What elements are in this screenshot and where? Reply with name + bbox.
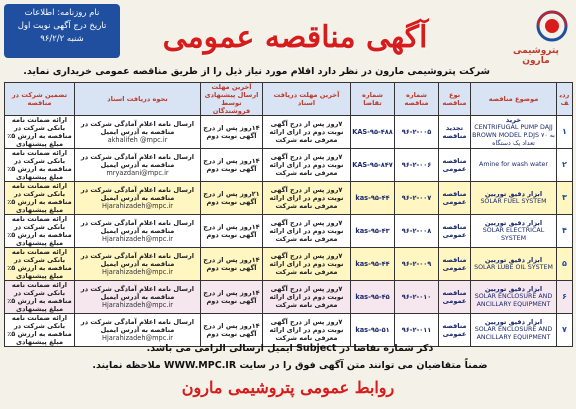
row-subject (471, 248, 557, 281)
row-subject-en: CENTRIFUGAL PUMP DAJJ BROWN MODEL P.DJS ۷۰ به تعداد یک دستگاه (472, 124, 555, 147)
row-idx: ۲ (557, 149, 573, 182)
row-idx: ۶ (557, 281, 573, 314)
row-submit: ۱۴روز پس از درج آگهی نوبت دوم (201, 149, 263, 182)
col-header-type: نوع مناقصه (439, 83, 471, 116)
table-row (5, 182, 573, 215)
row-request: kas-۹۵-۴۴ (351, 182, 395, 215)
row-deadline: ۷روز پس از درج آگهی نوبت دوم در ازای ارائه معرفی نامه شرکت (263, 149, 351, 182)
table-row (5, 116, 573, 149)
row-subject-fa: ابزار دقیق توربین (484, 318, 543, 326)
table-row (5, 248, 573, 281)
row-deadline: ۷روز پس از درج آگهی نوبت دوم در ازای ارائه معرفی نامه شرکت (263, 248, 351, 281)
row-email-link[interactable]: Hjarahizadeh@mpc.ir (102, 301, 173, 309)
row-type: مناقصه عمومی (439, 314, 471, 347)
row-guarantee: ارائه ضمانت نامه بانکی شرکت در مناقصه به ارزش ۵٪ مبلغ پیشنهادی (5, 149, 75, 182)
col-header-deadline: آخرین مهلت دریافت اسناد (263, 83, 351, 116)
row-receive-text: ارسال نامه اعلام آمادگی شرکت در مناقصه به آدرس ایمیل (80, 252, 195, 268)
row-number: ۹۶-۲-۰۰۶ (395, 149, 439, 182)
table-row (5, 281, 573, 314)
row-number: ۹۶-۲-۰۰۹ (395, 248, 439, 281)
tender-table (4, 82, 573, 347)
row-subject (471, 149, 557, 182)
col-header-subject: موضوع مناقصه (471, 83, 557, 116)
row-subject (471, 116, 557, 149)
row-submit: ۱۴روز پس از درج آگهی نوبت دوم (201, 116, 263, 149)
row-email-link[interactable]: akhalifeh @mpc.ir (107, 136, 168, 144)
subject-note: ذکر شماره تقاضا در Subject ایمیل ارسالی الزامی می باشد. (146, 343, 434, 354)
row-receive (75, 116, 201, 149)
first-publish-label: تاریخ درج آگهی نوبت اول (17, 21, 107, 31)
col-header-guarantee: تضمین شرکت در مناقصه (5, 83, 75, 116)
row-request: kas-۹۵-۴۴ (351, 248, 395, 281)
row-guarantee: ارائه ضمانت نامه بانکی شرکت در مناقصه به ارزش ۵٪ مبلغ پیشنهادی (5, 215, 75, 248)
row-subject-fa: ابزار دقیق توربین (484, 219, 543, 227)
col-header-receive: نحوه دریافت اسناد (75, 83, 201, 116)
col-header-submit: آخرین مهلت ارسال پیشنهادی توسط فروشندگان (201, 83, 263, 116)
table-header-row (5, 83, 573, 116)
row-guarantee: ارائه ضمانت نامه بانکی شرکت در مناقصه به ارزش ۵٪ مبلغ پیشنهادی (5, 281, 75, 314)
logo-text: پتروشیمی مارون (513, 46, 559, 66)
row-idx: ۴ (557, 215, 573, 248)
website-note: ضمناً متقاضیان می توانند متن آگهی فوق را در سایت WWW.MPC.IR ملاحظه نمایند. (92, 360, 488, 371)
row-email-link[interactable]: Hjarahizadeh@mpc.ir (102, 334, 173, 342)
row-type: مناقصه عمومی (439, 281, 471, 314)
row-idx: ۷ (557, 314, 573, 347)
row-number: ۹۶-۲-۰۰۷ (395, 182, 439, 215)
row-type: مناقصه عمومی (439, 215, 471, 248)
row-email-link[interactable]: Hjarahizadeh@mpc.ir (102, 202, 173, 210)
row-deadline: ۷روز پس از درج آگهی نوبت دوم در ازای ارائه معرفی نامه شرکت (263, 281, 351, 314)
row-subject-en: SOLAR LUBE OIL SYSTEM (474, 264, 553, 271)
newspaper-info-box (4, 4, 120, 58)
newspaper-name: نام روزنامه: اطلاعات (24, 8, 100, 18)
row-subject-en: SOLAR ENCLOSURE AND ANCILLARY EQUIPMENT (474, 326, 553, 341)
row-receive-text: ارسال نامه اعلام آمادگی شرکت در مناقصه به آدرس ایمیل (80, 120, 195, 136)
row-subject-en: Amine for wash water (479, 161, 548, 168)
row-email-link[interactable]: Hjarahizadeh@mpc.ir (102, 268, 173, 276)
col-header-idx: ردیف (557, 83, 573, 116)
row-receive (75, 215, 201, 248)
intro-text: شرکت پتروشیمی مارون در نظر دارد اقلام مورد نیاز ذیل را از طریق مناقصه عمومی خریداری نماید. (23, 66, 490, 77)
row-receive-text: ارسال نامه اعلام آمادگی شرکت در مناقصه به آدرس ایمیل (80, 153, 195, 169)
row-number: ۹۶-۲-۰۰۵ (395, 116, 439, 149)
row-guarantee: ارائه ضمانت نامه بانکی شرکت در مناقصه به ارزش ۵٪ مبلغ پیشنهادی (5, 248, 75, 281)
row-receive (75, 281, 201, 314)
row-guarantee: ارائه ضمانت نامه بانکی شرکت در مناقصه به ارزش ۵٪ مبلغ پیشنهادی (5, 182, 75, 215)
page-title: آگهی مناقصه عمومی (162, 20, 428, 55)
row-request: KAS-۹۵-۸۴۷ (351, 149, 395, 182)
row-subject-fa: ابزار دقیق توربین (484, 256, 543, 264)
row-receive-text: ارسال نامه اعلام آمادگی شرکت در مناقصه به آدرس ایمیل (80, 318, 195, 334)
row-deadline: ۷روز پس از درج آگهی نوبت دوم در ازای ارائه معرفی نامه شرکت (263, 116, 351, 149)
row-receive-text: ارسال نامه اعلام آمادگی شرکت در مناقصه به آدرس ایمیل (80, 285, 195, 301)
row-request: kas-۹۵-۵۱ (351, 314, 395, 347)
row-type: مناقصه عمومی (439, 149, 471, 182)
row-email-link[interactable]: Hjarahizadeh@mpc.ir (102, 235, 173, 243)
row-guarantee: ارائه ضمانت نامه بانکی شرکت در مناقصه به ارزش ۵٪ مبلغ پیشنهادی (5, 116, 75, 149)
row-deadline: ۷روز پس از درج آگهی نوبت دوم در ازای ارائه معرفی نامه شرکت (263, 215, 351, 248)
row-subject-en: SOLAR ENCLOSURE AND ANCILLARY EQUIPMENT (474, 293, 553, 308)
row-submit: ۱۴روز پس از درج آگهی نوبت دوم (201, 248, 263, 281)
public-relations-signature: روابط عمومی پتروشیمی مارون (181, 378, 395, 397)
first-publish-date: شنبه ۹۶/۲/۲ (40, 34, 84, 44)
row-subject (471, 314, 557, 347)
row-submit: ۲۱روز پس از درج آگهی نوبت دوم (201, 182, 263, 215)
row-subject-en: SOLAR FUEL SYSTEM (480, 198, 547, 205)
row-subject-fa: ابزار دقیق توربین (484, 190, 543, 198)
row-type: مناقصه عمومی (439, 182, 471, 215)
row-request: kas-۹۵-۴۵ (351, 281, 395, 314)
row-request: kas-۹۵-۴۳ (351, 215, 395, 248)
row-guarantee: ارائه ضمانت نامه بانکی شرکت در مناقصه به ارزش ۵٪ مبلغ پیشنهادی (5, 314, 75, 347)
row-subject (471, 215, 557, 248)
row-subject (471, 182, 557, 215)
row-idx: ۱ (557, 116, 573, 149)
table-row (5, 314, 573, 347)
row-idx: ۵ (557, 248, 573, 281)
row-idx: ۳ (557, 182, 573, 215)
row-number: ۹۶-۲-۰۱۰ (395, 281, 439, 314)
row-subject (471, 281, 557, 314)
row-deadline: ۷روز پس از درج آگهی نوبت دوم در ازای ارائه معرفی نامه شرکت (263, 314, 351, 347)
row-number: ۹۶-۲-۰۰۸ (395, 215, 439, 248)
row-subject-fa: خرید (505, 116, 522, 124)
row-email-link[interactable]: mryazdani@mpc.ir (106, 169, 169, 177)
row-receive (75, 314, 201, 347)
row-type: تجدید مناقصه (439, 116, 471, 149)
table-row (5, 215, 573, 248)
row-receive (75, 182, 201, 215)
row-type: مناقصه عمومی (439, 248, 471, 281)
col-header-number: شماره مناقصه (395, 83, 439, 116)
row-request: KAS-۹۵-۴۸۸ (351, 116, 395, 149)
row-submit: ۱۴روز پس از درج آگهی نوبت دوم (201, 281, 263, 314)
row-subject-fa: ابزار دقیق توربین (484, 285, 543, 293)
row-submit: ۱۴روز پس از درج آگهی نوبت دوم (201, 314, 263, 347)
col-header-request: شماره تقاضا (351, 83, 395, 116)
row-receive-text: ارسال نامه اعلام آمادگی شرکت در مناقصه به آدرس ایمیل (80, 219, 195, 235)
row-subject-en: SOLAR ELECTRICAL SYSTEM (482, 227, 545, 242)
row-receive (75, 149, 201, 182)
table-row (5, 149, 573, 182)
row-submit: ۱۴روز پس از درج آگهی نوبت دوم (201, 215, 263, 248)
row-receive (75, 248, 201, 281)
row-deadline: ۷روز پس از درج آگهی نوبت دوم در ازای ارائه معرفی نامه شرکت (263, 182, 351, 215)
row-number: ۹۶-۲-۰۱۱ (395, 314, 439, 347)
row-receive-text: ارسال نامه اعلام آمادگی شرکت در مناقصه به آدرس ایمیل (80, 186, 195, 202)
